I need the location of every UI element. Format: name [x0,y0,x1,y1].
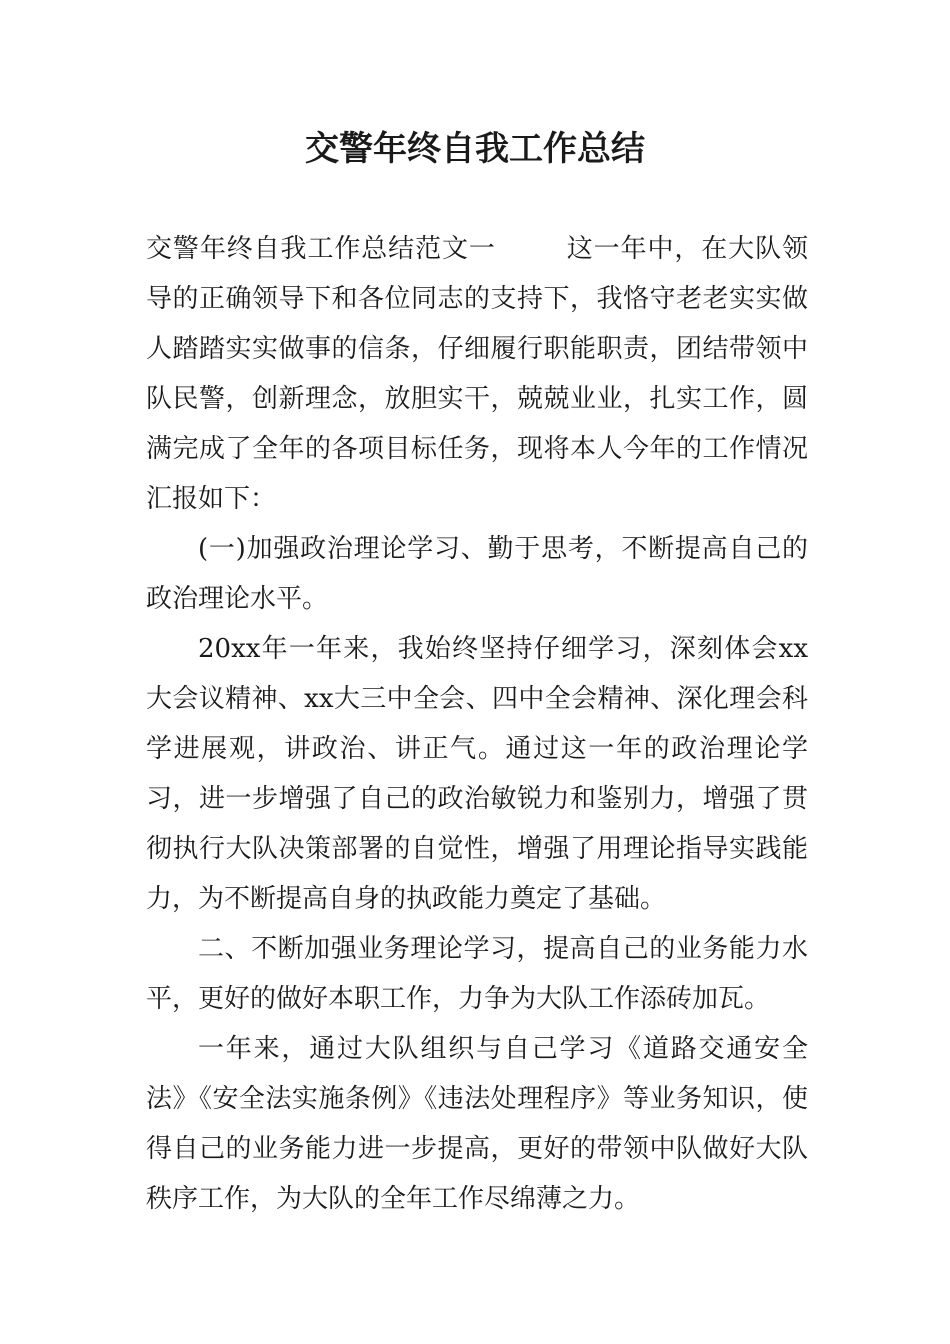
intro-paragraph [146,224,808,524]
document-title: 交警年终自我工作总结 [305,129,645,169]
paragraph: 20xx年一年来，我始终坚持仔细学习，深刻体会xx大会议精神、xx大三中全会、四中全会精神、深化理会科学进展观，讲政治、讲正气。通过这一年的政治理论学习，进一步增强了自己的政治敏锐力和鉴别力，增强了贯彻执行大队决策部署的自觉性，增强了用理论指导实践能力，为不断提高自身的执政能力奠定了基础。 [146,634,808,914]
paragraph: 二、不断加强业务理论学习，提高自己的业务能力水平，更好的做好本职工作，力争为大队工作添砖加瓦。 [146,934,808,1014]
intro-label: 交警年终自我工作总结范文一 [146,234,496,264]
intro-text: 这一年中，在大队领导的正确领导下和各位同志的支持下，我恪守老老实实做人踏踏实实做事的信条，仔细履行职能职责，团结带领中队民警，创新理念，放胆实干，兢兢业业，扎实工作，圆满完成了全年的各项目标任务，现将本人今年的工作情况汇报如下： [146,234,808,514]
document-body [146,224,808,1224]
paragraph: (一)加强政治理论学习、勤于思考，不断提高自己的政治理论水平。 [146,534,808,614]
paragraph: 一年来，通过大队组织与自己学习《道路交通安全法》《安全法实施条例》《违法处理程序》等业务知识，使得自己的业务能力进一步提高，更好的带领中队做好大队秩序工作，为大队的全年工作尽绵薄之力。 [146,1034,808,1214]
